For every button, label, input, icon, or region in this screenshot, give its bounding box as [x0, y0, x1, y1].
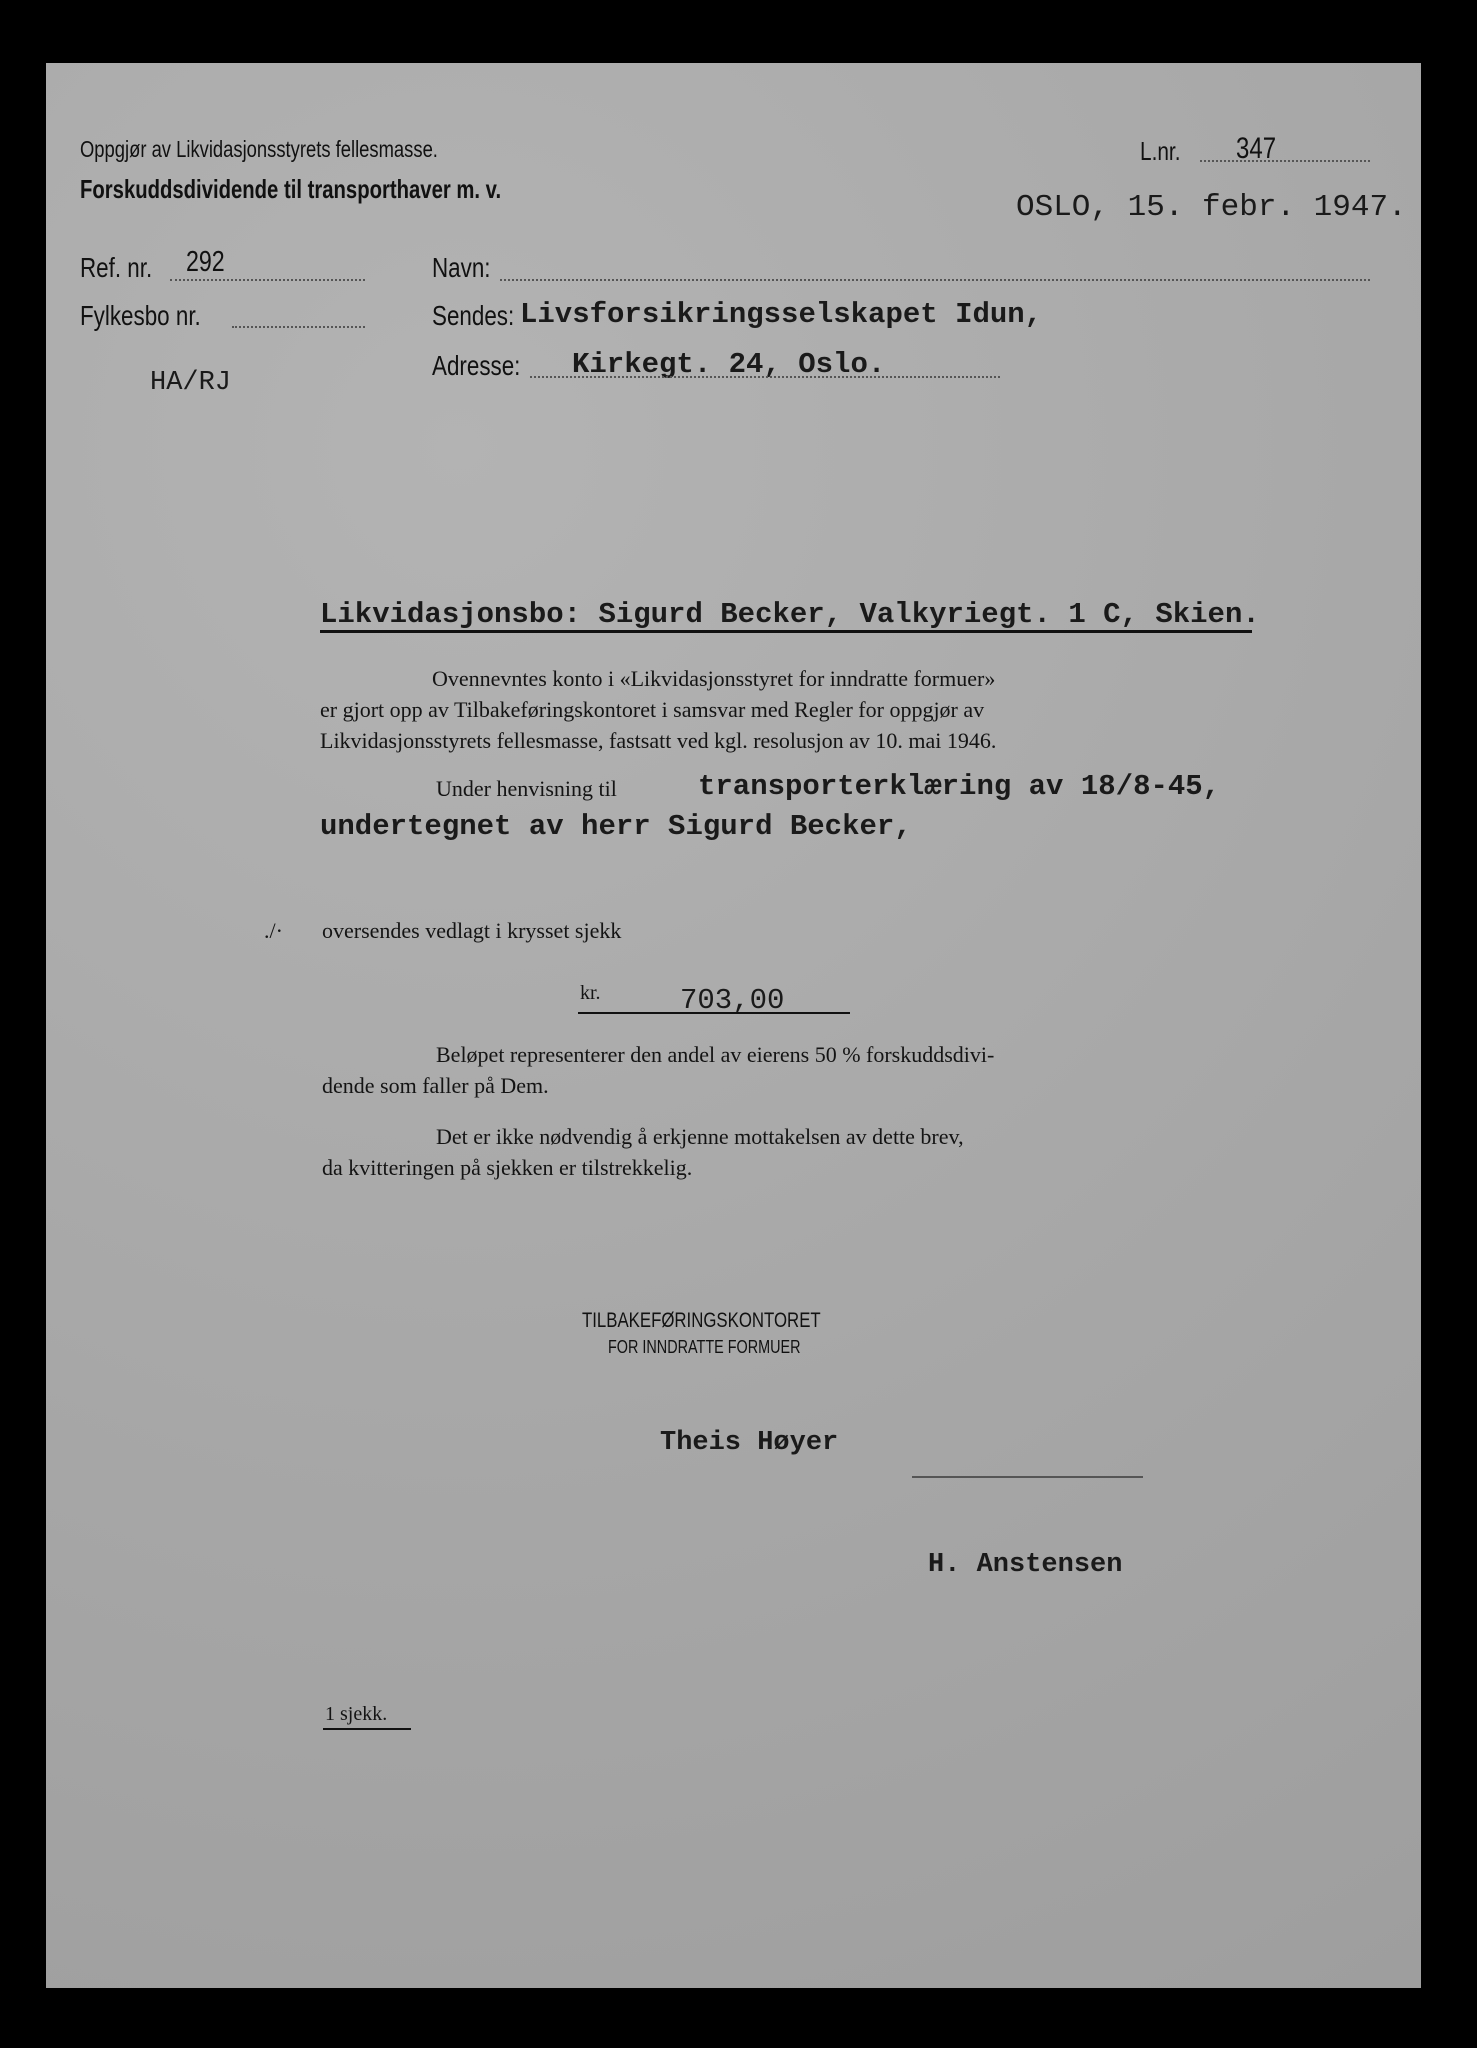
para1-line1: Ovennevntes konto i «Likvidasjonsstyret for inndratte formuer»	[432, 666, 996, 691]
sendes-value: Livsforsikringsselskapet Idun,	[520, 298, 1043, 331]
adresse-dotted-line	[530, 376, 1000, 378]
amount-underline	[578, 1012, 850, 1014]
fylkesbo-label: Fylkesbo nr.	[80, 300, 201, 331]
initials: HA/RJ	[150, 368, 232, 398]
estate-heading: Likvidasjonsbo: Sigurd Becker, Valkyriegt. 1 C, Skien.	[320, 598, 1260, 631]
lnr-dotted-line	[1200, 160, 1370, 162]
para5-line2: da kvitteringen på sjekken er tilstrekkelig.	[322, 1155, 693, 1180]
lnr-label: L.nr.	[1140, 136, 1181, 166]
navn-label: Navn:	[432, 252, 491, 283]
lnr-value: 347	[1236, 132, 1277, 165]
enclosure-underline	[323, 1728, 411, 1730]
enclosure-note: 1 sjekk.	[325, 1703, 388, 1725]
para4-line2: dende som faller på Dem.	[322, 1073, 549, 1098]
signature-line	[912, 1476, 1143, 1478]
fylkesbo-dotted-line	[232, 326, 365, 328]
place-date: OSLO, 15. febr. 1947.	[1016, 190, 1407, 225]
para2-printed: Under henvisning til	[436, 776, 617, 801]
header-line2: Forskuddsdividende til transporthaver m. v.	[80, 174, 502, 204]
office-name: TILBAKEFØRINGSKONTORET	[582, 1309, 821, 1332]
ref-label: Ref. nr.	[80, 252, 153, 283]
amount-value: 703,00	[680, 984, 785, 1017]
sendes-label: Sendes:	[432, 300, 515, 331]
para3: oversendes vedlagt i krysset sjekk	[322, 918, 622, 943]
ref-value: 292	[186, 246, 225, 278]
signer-2: H. Anstensen	[928, 1550, 1123, 1580]
amount-label: kr.	[580, 982, 601, 1004]
para5-line1: Det er ikke nødvendig å erkjenne mottakelsen av dette brev,	[436, 1124, 964, 1149]
para2-typed-line2: undertegnet av herr Sigurd Becker,	[320, 810, 912, 843]
enclosure-mark: ./·	[264, 918, 283, 943]
navn-dotted-line	[500, 279, 1370, 281]
para4-line1: Beløpet representerer den andel av eierens 50 % forskuddsdivi-	[436, 1042, 995, 1067]
office-subtitle: FOR INNDRATTE FORMUER	[608, 1337, 801, 1357]
para1-line2: er gjort opp av Tilbakeføringskontoret i samsvar med Regler for oppgjør av	[320, 697, 985, 722]
signer-1: Theis Høyer	[660, 1428, 839, 1458]
header-line1: Oppgjør av Likvidasjonsstyrets fellesmasse.	[80, 136, 438, 162]
ref-dotted-line	[170, 279, 365, 281]
para2-typed-line1: transporterklæring av 18/8-45,	[698, 770, 1221, 803]
heading-underline	[320, 630, 1252, 633]
adresse-value: Kirkegt. 24, Oslo.	[572, 348, 886, 381]
para1-line3: Likvidasjonsstyrets fellesmasse, fastsatt ved kgl. resolusjon av 10. mai 1946.	[320, 728, 997, 753]
adresse-label: Adresse:	[432, 350, 521, 381]
